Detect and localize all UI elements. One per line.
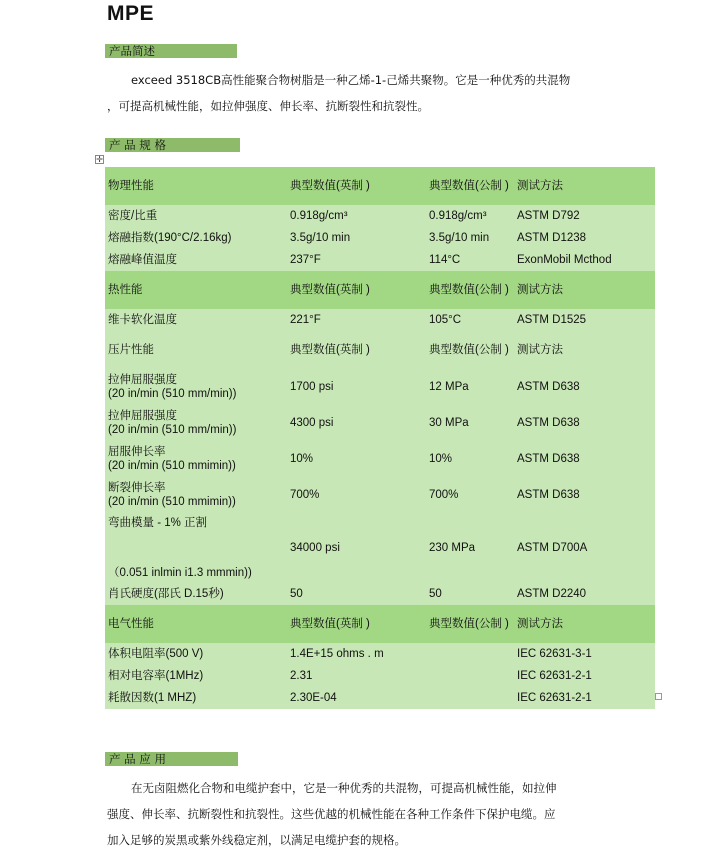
section-heading-overview: 产品简述	[105, 44, 237, 58]
value-metric: 10%	[429, 453, 453, 465]
property-name-main: 拉伸屈服强度	[108, 374, 177, 386]
value-metric: 105°C	[429, 314, 462, 326]
group-label-film: 压片性能	[108, 344, 154, 356]
group-label-physical: 物理性能	[108, 180, 154, 192]
property-name-main: 断裂伸长率	[108, 482, 166, 494]
property-name: 耗散因数(1 MHZ)	[108, 692, 197, 704]
value-metric: 0.918g/cm³	[429, 210, 487, 222]
test-method: ASTM D700A	[517, 542, 588, 554]
value-english: 3.5g/10 min	[290, 232, 351, 244]
group-label-thermal: 热性能	[108, 284, 143, 296]
value-metric: 3.5g/10 min	[429, 232, 490, 244]
property-name-sub: (20 in/min (510 mm/min))	[108, 388, 237, 400]
property-name-sub: (20 in/min (510 mm/min))	[108, 424, 237, 436]
test-method: ASTM D1238	[517, 232, 587, 244]
value-metric: 114°C	[429, 254, 461, 266]
property-name-sub: （0.051 inlmin i1.3 mmmin))	[108, 567, 252, 579]
property-name: 熔融峰值温度	[108, 254, 177, 266]
application-paragraph	[107, 775, 612, 853]
col-metric: 典型数值(公制 )	[429, 618, 509, 630]
table-row	[105, 441, 655, 477]
overview-line-1	[107, 67, 612, 93]
col-metric: 典型数值(公制 )	[429, 344, 509, 356]
col-method: 测试方法	[517, 180, 563, 192]
table-header-physical	[105, 167, 655, 205]
value-english: 2.30E-04	[290, 692, 337, 704]
table-row	[105, 643, 655, 665]
table-resize-handle-icon[interactable]	[655, 693, 662, 700]
property-name-main: 屈服伸长率	[108, 446, 166, 458]
col-method: 测试方法	[517, 284, 563, 296]
property-name: 熔融指数(190°C/2.16kg)	[108, 232, 232, 244]
col-english: 典型数值(英制 )	[290, 618, 370, 630]
test-method: ASTM D638	[517, 417, 580, 429]
application-line-2: 强度、伸长率、抗断裂性和抗裂性。这些优越的机械性能在各种工作条件下保护电缆。应	[107, 807, 556, 821]
col-method: 测试方法	[517, 618, 563, 630]
property-name-main: 弯曲模量 - 1% 正割	[108, 517, 208, 529]
property-name: 体积电阻率(500 V)	[108, 648, 204, 660]
test-method: ASTM D638	[517, 381, 580, 393]
value-english: 10%	[290, 453, 314, 465]
value-metric: 30 MPa	[429, 417, 469, 429]
document-title: MPE	[107, 2, 155, 25]
table-header-electrical	[105, 605, 655, 643]
value-english: 1700 psi	[290, 381, 334, 393]
value-metric: 12 MPa	[429, 381, 469, 393]
test-method: ASTM D638	[517, 453, 580, 465]
value-metric: 700%	[429, 489, 459, 501]
group-label-electrical: 电气性能	[108, 618, 154, 630]
test-method: ASTM D638	[517, 489, 580, 501]
property-name	[105, 481, 287, 509]
table-row	[105, 583, 655, 605]
value-english: 237°F	[290, 254, 321, 266]
table-row	[105, 309, 655, 331]
property-name	[105, 445, 287, 473]
value-english: 50	[290, 588, 303, 600]
overview-line-2: ，可提高机械性能，如拉伸强度、伸长率、抗断裂性和抗裂性。	[107, 99, 429, 113]
col-metric: 典型数值(公制 )	[429, 180, 509, 192]
test-method: IEC 62631-3-1	[517, 648, 592, 660]
col-metric: 典型数值(公制 )	[429, 284, 509, 296]
test-method: ASTM D2240	[517, 588, 587, 600]
overview-paragraph	[107, 67, 612, 119]
value-metric: 230 MPa	[429, 542, 476, 554]
property-name	[105, 409, 287, 437]
value-english: 700%	[290, 489, 320, 501]
spec-table	[105, 167, 655, 709]
property-name	[105, 513, 287, 583]
table-row	[105, 513, 655, 583]
section-heading-application: 产 品 应 用	[105, 752, 238, 766]
value-english: 2.31	[290, 670, 313, 682]
table-row	[105, 249, 655, 271]
test-method: ASTM D792	[517, 210, 580, 222]
table-row	[105, 687, 655, 709]
property-name	[105, 373, 287, 401]
value-metric: 50	[429, 588, 442, 600]
table-header-thermal	[105, 271, 655, 309]
value-english: 221°F	[290, 314, 321, 326]
table-row	[105, 665, 655, 687]
value-english: 4300 psi	[290, 417, 334, 429]
table-row	[105, 205, 655, 227]
property-name: 维卡软化温度	[108, 314, 177, 326]
col-english: 典型数值(英制 )	[290, 180, 370, 192]
table-row	[105, 369, 655, 405]
property-name-sub: (20 in/min (510 mmimin))	[108, 496, 236, 508]
col-method: 测试方法	[517, 344, 563, 356]
test-method: IEC 62631-2-1	[517, 692, 592, 704]
application-line-1	[107, 775, 612, 801]
value-english: 1.4E+15 ohms . m	[290, 648, 384, 660]
application-line-1-text: 在无卤阻燃化合物和电缆护套中，它是一种优秀的共混物，可提高机械性能，如拉伸	[131, 781, 557, 795]
table-row	[105, 227, 655, 249]
section-heading-specs: 产 品 规 格	[105, 138, 240, 152]
property-name-sub: (20 in/min (510 mmimin))	[108, 460, 236, 472]
property-name-main: 拉伸屈服强度	[108, 410, 177, 422]
test-method: ASTM D1525	[517, 314, 587, 326]
test-method: IEC 62631-2-1	[517, 670, 592, 682]
table-row	[105, 405, 655, 441]
table-move-handle-icon[interactable]: ✛	[96, 155, 103, 164]
table-header-film	[105, 331, 655, 369]
value-english: 34000 psi	[290, 542, 340, 554]
property-name: 密度/比重	[108, 210, 158, 222]
value-english: 0.918g/cm³	[290, 210, 348, 222]
col-english: 典型数值(英制 )	[290, 284, 370, 296]
property-name: 相对电容率(1MHz)	[108, 670, 204, 682]
property-name: 肖氏硬度(邵氏 D.15秒)	[108, 588, 224, 600]
table-row	[105, 477, 655, 513]
col-english: 典型数值(英制 )	[290, 344, 370, 356]
application-line-3: 加入足够的炭黑或紫外线稳定剂，以满足电缆护套的规格。	[107, 833, 406, 847]
overview-line-1-text: exceed 3518CB高性能聚合物树脂是一种乙烯-1-己烯共聚物。它是一种优秀的共混物	[131, 73, 571, 87]
test-method: ExonMobil Mcthod	[517, 254, 612, 266]
